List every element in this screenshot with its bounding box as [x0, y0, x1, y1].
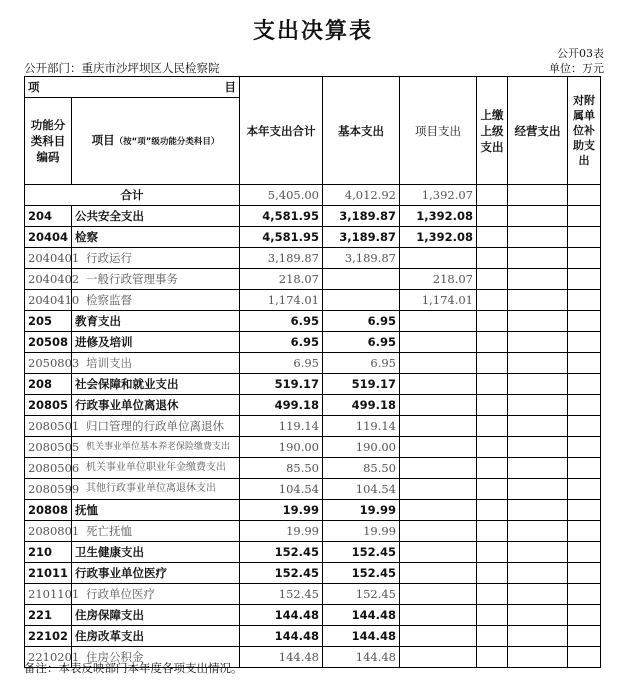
- footnote: 备注：本表反映部门本年度各项支出情况。: [24, 661, 243, 675]
- table-row: [25, 416, 601, 437]
- table-row: [25, 605, 601, 626]
- row-code: 20808: [25, 500, 72, 521]
- expenditure-table: [24, 76, 601, 668]
- row-basic: 144.48: [323, 626, 400, 647]
- row-name: 归口管理的行政单位离退休: [72, 416, 240, 437]
- header-item-left: 项: [28, 80, 40, 94]
- row-code: 2040402: [25, 269, 72, 290]
- row-business: [508, 395, 568, 416]
- row-business: [508, 584, 568, 605]
- row-code: 20805: [25, 395, 72, 416]
- row-basic: 85.50: [323, 458, 400, 479]
- row-business: [508, 332, 568, 353]
- row-name: 行政事业单位医疗: [72, 563, 240, 584]
- header-basic: 基本支出: [323, 77, 400, 185]
- row-upper: [477, 248, 508, 269]
- row-project: [400, 311, 477, 332]
- row-subsidy: [568, 248, 601, 269]
- row-total: 4,581.95: [240, 227, 323, 248]
- table-row: [25, 374, 601, 395]
- row-project: [400, 416, 477, 437]
- row-code: 20404: [25, 227, 72, 248]
- row-code: 2080505: [25, 437, 72, 458]
- row-business: [508, 647, 568, 668]
- row-subsidy: [568, 626, 601, 647]
- table-row: [25, 626, 601, 647]
- header-total: 本年支出合计: [240, 77, 323, 185]
- row-business: [508, 269, 568, 290]
- row-project: [400, 626, 477, 647]
- row-subsidy: [568, 353, 601, 374]
- row-upper: [477, 500, 508, 521]
- total-row: [25, 185, 601, 206]
- row-total: 499.18: [240, 395, 323, 416]
- row-project: 218.07: [400, 269, 477, 290]
- row-basic: 3,189.87: [323, 227, 400, 248]
- row-business: [508, 626, 568, 647]
- row-code: 2080801: [25, 521, 72, 542]
- row-upper: [477, 332, 508, 353]
- table-row: [25, 290, 601, 311]
- row-total: 6.95: [240, 332, 323, 353]
- row-code: 2101101: [25, 584, 72, 605]
- row-basic: 6.95: [323, 311, 400, 332]
- table-row: [25, 248, 601, 269]
- header-project: 项目支出: [400, 77, 477, 185]
- table-row: [25, 227, 601, 248]
- row-subsidy: [568, 374, 601, 395]
- row-basic: 152.45: [323, 542, 400, 563]
- row-total: 519.17: [240, 374, 323, 395]
- row-project: [400, 437, 477, 458]
- row-name: 住房公积金: [72, 647, 240, 668]
- row-business: [508, 542, 568, 563]
- row-business: [508, 290, 568, 311]
- header-business: 经营支出: [508, 77, 568, 185]
- table-row: [25, 521, 601, 542]
- row-total: 1,174.01: [240, 290, 323, 311]
- row-business: [508, 206, 568, 227]
- total-basic: 4,012.92: [323, 185, 400, 206]
- table-row: [25, 269, 601, 290]
- row-total: 152.45: [240, 563, 323, 584]
- row-code: 21011: [25, 563, 72, 584]
- row-total: 85.50: [240, 458, 323, 479]
- table-row: [25, 353, 601, 374]
- table-row: [25, 311, 601, 332]
- row-basic: 3,189.87: [323, 206, 400, 227]
- row-basic: [323, 290, 400, 311]
- row-name: 卫生健康支出: [72, 542, 240, 563]
- row-business: [508, 605, 568, 626]
- table-row: [25, 542, 601, 563]
- row-name: 教育支出: [72, 311, 240, 332]
- row-project: [400, 332, 477, 353]
- header-subsidy: 对附属单位补助支出: [568, 77, 601, 185]
- row-subsidy: [568, 269, 601, 290]
- row-total: 144.48: [240, 605, 323, 626]
- table-row: [25, 395, 601, 416]
- row-total: 144.48: [240, 647, 323, 668]
- table-row: [25, 458, 601, 479]
- row-upper: [477, 311, 508, 332]
- row-business: [508, 563, 568, 584]
- row-code: 22102: [25, 626, 72, 647]
- row-subsidy: [568, 332, 601, 353]
- row-project: [400, 500, 477, 521]
- row-subsidy: [568, 584, 601, 605]
- row-business: [508, 416, 568, 437]
- row-upper: [477, 647, 508, 668]
- row-upper: [477, 437, 508, 458]
- row-total: 218.07: [240, 269, 323, 290]
- row-upper: [477, 374, 508, 395]
- row-total: 19.99: [240, 500, 323, 521]
- row-name: 其他行政事业单位离退休支出: [72, 479, 240, 500]
- row-subsidy: [568, 647, 601, 668]
- row-total: 19.99: [240, 521, 323, 542]
- total-project: 1,392.07: [400, 185, 477, 206]
- row-upper: [477, 458, 508, 479]
- row-upper: [477, 605, 508, 626]
- row-name: 机关事业单位职业年金缴费支出: [72, 458, 240, 479]
- row-subsidy: [568, 521, 601, 542]
- row-basic: 519.17: [323, 374, 400, 395]
- row-code: 2210201: [25, 647, 72, 668]
- row-basic: 499.18: [323, 395, 400, 416]
- row-code: 204: [25, 206, 72, 227]
- row-subsidy: [568, 311, 601, 332]
- row-project: [400, 605, 477, 626]
- table-row: [25, 206, 601, 227]
- header-upper: 上缴上级支出: [477, 77, 508, 185]
- unit-label: 单位：万元: [549, 62, 604, 75]
- row-project: [400, 458, 477, 479]
- row-business: [508, 311, 568, 332]
- row-total: 144.48: [240, 626, 323, 647]
- total-upper: [477, 185, 508, 206]
- row-project: [400, 248, 477, 269]
- row-basic: 6.95: [323, 353, 400, 374]
- row-name: 培训支出: [72, 353, 240, 374]
- row-upper: [477, 563, 508, 584]
- row-total: 6.95: [240, 353, 323, 374]
- row-basic: 144.48: [323, 647, 400, 668]
- row-business: [508, 353, 568, 374]
- row-project: [400, 584, 477, 605]
- row-total: 152.45: [240, 542, 323, 563]
- row-code: 2040401: [25, 248, 72, 269]
- row-basic: 152.45: [323, 584, 400, 605]
- row-name: 住房保障支出: [72, 605, 240, 626]
- table-row: [25, 500, 601, 521]
- page-title: 支出决算表: [252, 19, 373, 44]
- row-upper: [477, 290, 508, 311]
- row-upper: [477, 626, 508, 647]
- row-basic: [323, 269, 400, 290]
- row-business: [508, 521, 568, 542]
- row-name: 公共安全支出: [72, 206, 240, 227]
- row-total: 119.14: [240, 416, 323, 437]
- table-row: [25, 584, 601, 605]
- row-basic: 3,189.87: [323, 248, 400, 269]
- department-label: 公开部门：重庆市沙坪坝区人民检察院: [24, 61, 220, 75]
- row-subsidy: [568, 542, 601, 563]
- total-business: [508, 185, 568, 206]
- header-item-right: 目: [224, 80, 236, 94]
- row-code: 208: [25, 374, 72, 395]
- row-project: 1,174.01: [400, 290, 477, 311]
- row-code: 2080599: [25, 479, 72, 500]
- row-code: 210: [25, 542, 72, 563]
- row-basic: 152.45: [323, 563, 400, 584]
- row-basic: 19.99: [323, 521, 400, 542]
- row-upper: [477, 479, 508, 500]
- row-business: [508, 248, 568, 269]
- row-name: 检察监督: [72, 290, 240, 311]
- row-upper: [477, 584, 508, 605]
- total-subsidy: [568, 185, 601, 206]
- row-project: 1,392.08: [400, 227, 477, 248]
- row-basic: 190.00: [323, 437, 400, 458]
- row-project: [400, 563, 477, 584]
- total-amount: 5,405.00: [240, 185, 323, 206]
- row-total: 4,581.95: [240, 206, 323, 227]
- row-upper: [477, 542, 508, 563]
- row-name: 行政运行: [72, 248, 240, 269]
- row-total: 152.45: [240, 584, 323, 605]
- row-business: [508, 227, 568, 248]
- row-total: 6.95: [240, 311, 323, 332]
- row-code: 205: [25, 311, 72, 332]
- row-total: 3,189.87: [240, 248, 323, 269]
- row-basic: 19.99: [323, 500, 400, 521]
- row-code: 221: [25, 605, 72, 626]
- row-subsidy: [568, 500, 601, 521]
- row-code: 2050803: [25, 353, 72, 374]
- row-business: [508, 374, 568, 395]
- header-name-sub: （按“项”级功能分类科目）: [114, 137, 220, 147]
- row-subsidy: [568, 605, 601, 626]
- row-subsidy: [568, 395, 601, 416]
- row-subsidy: [568, 563, 601, 584]
- header-code: 功能分类科目编码: [25, 98, 72, 185]
- row-code: 2040410: [25, 290, 72, 311]
- row-name: 行政事业单位离退休: [72, 395, 240, 416]
- row-upper: [477, 353, 508, 374]
- row-upper: [477, 269, 508, 290]
- row-basic: 6.95: [323, 332, 400, 353]
- row-name: 死亡抚恤: [72, 521, 240, 542]
- total-label: 合计: [25, 185, 240, 206]
- row-upper: [477, 206, 508, 227]
- row-subsidy: [568, 290, 601, 311]
- header-name: [72, 98, 240, 185]
- row-subsidy: [568, 437, 601, 458]
- header-row-item: [25, 77, 601, 98]
- row-project: [400, 521, 477, 542]
- row-business: [508, 437, 568, 458]
- header-item-cell: [25, 77, 240, 98]
- row-project: [400, 374, 477, 395]
- row-total: 104.54: [240, 479, 323, 500]
- row-code: 20508: [25, 332, 72, 353]
- row-name: 抚恤: [72, 500, 240, 521]
- row-subsidy: [568, 416, 601, 437]
- row-code: 2080506: [25, 458, 72, 479]
- row-name: 社会保障和就业支出: [72, 374, 240, 395]
- row-upper: [477, 521, 508, 542]
- row-business: [508, 479, 568, 500]
- header-name-main: 项目: [91, 133, 115, 147]
- row-subsidy: [568, 458, 601, 479]
- row-name: 住房改革支出: [72, 626, 240, 647]
- table-row: [25, 479, 601, 500]
- row-project: [400, 395, 477, 416]
- row-upper: [477, 227, 508, 248]
- form-code: 公开03表: [557, 47, 604, 60]
- row-name: 进修及培训: [72, 332, 240, 353]
- row-name: 检察: [72, 227, 240, 248]
- row-name: 机关事业单位基本养老保险缴费支出: [72, 437, 240, 458]
- row-code: 2080501: [25, 416, 72, 437]
- row-name: 行政单位医疗: [72, 584, 240, 605]
- row-basic: 104.54: [323, 479, 400, 500]
- row-subsidy: [568, 206, 601, 227]
- row-project: [400, 647, 477, 668]
- row-name: 一般行政管理事务: [72, 269, 240, 290]
- row-subsidy: [568, 227, 601, 248]
- row-basic: 119.14: [323, 416, 400, 437]
- row-business: [508, 458, 568, 479]
- row-upper: [477, 416, 508, 437]
- row-subsidy: [568, 479, 601, 500]
- row-business: [508, 500, 568, 521]
- table-row: [25, 437, 601, 458]
- table-row: [25, 563, 601, 584]
- row-project: [400, 542, 477, 563]
- row-project: [400, 479, 477, 500]
- row-project: 1,392.08: [400, 206, 477, 227]
- table-row: [25, 332, 601, 353]
- row-upper: [477, 395, 508, 416]
- row-basic: 144.48: [323, 605, 400, 626]
- row-total: 190.00: [240, 437, 323, 458]
- row-project: [400, 353, 477, 374]
